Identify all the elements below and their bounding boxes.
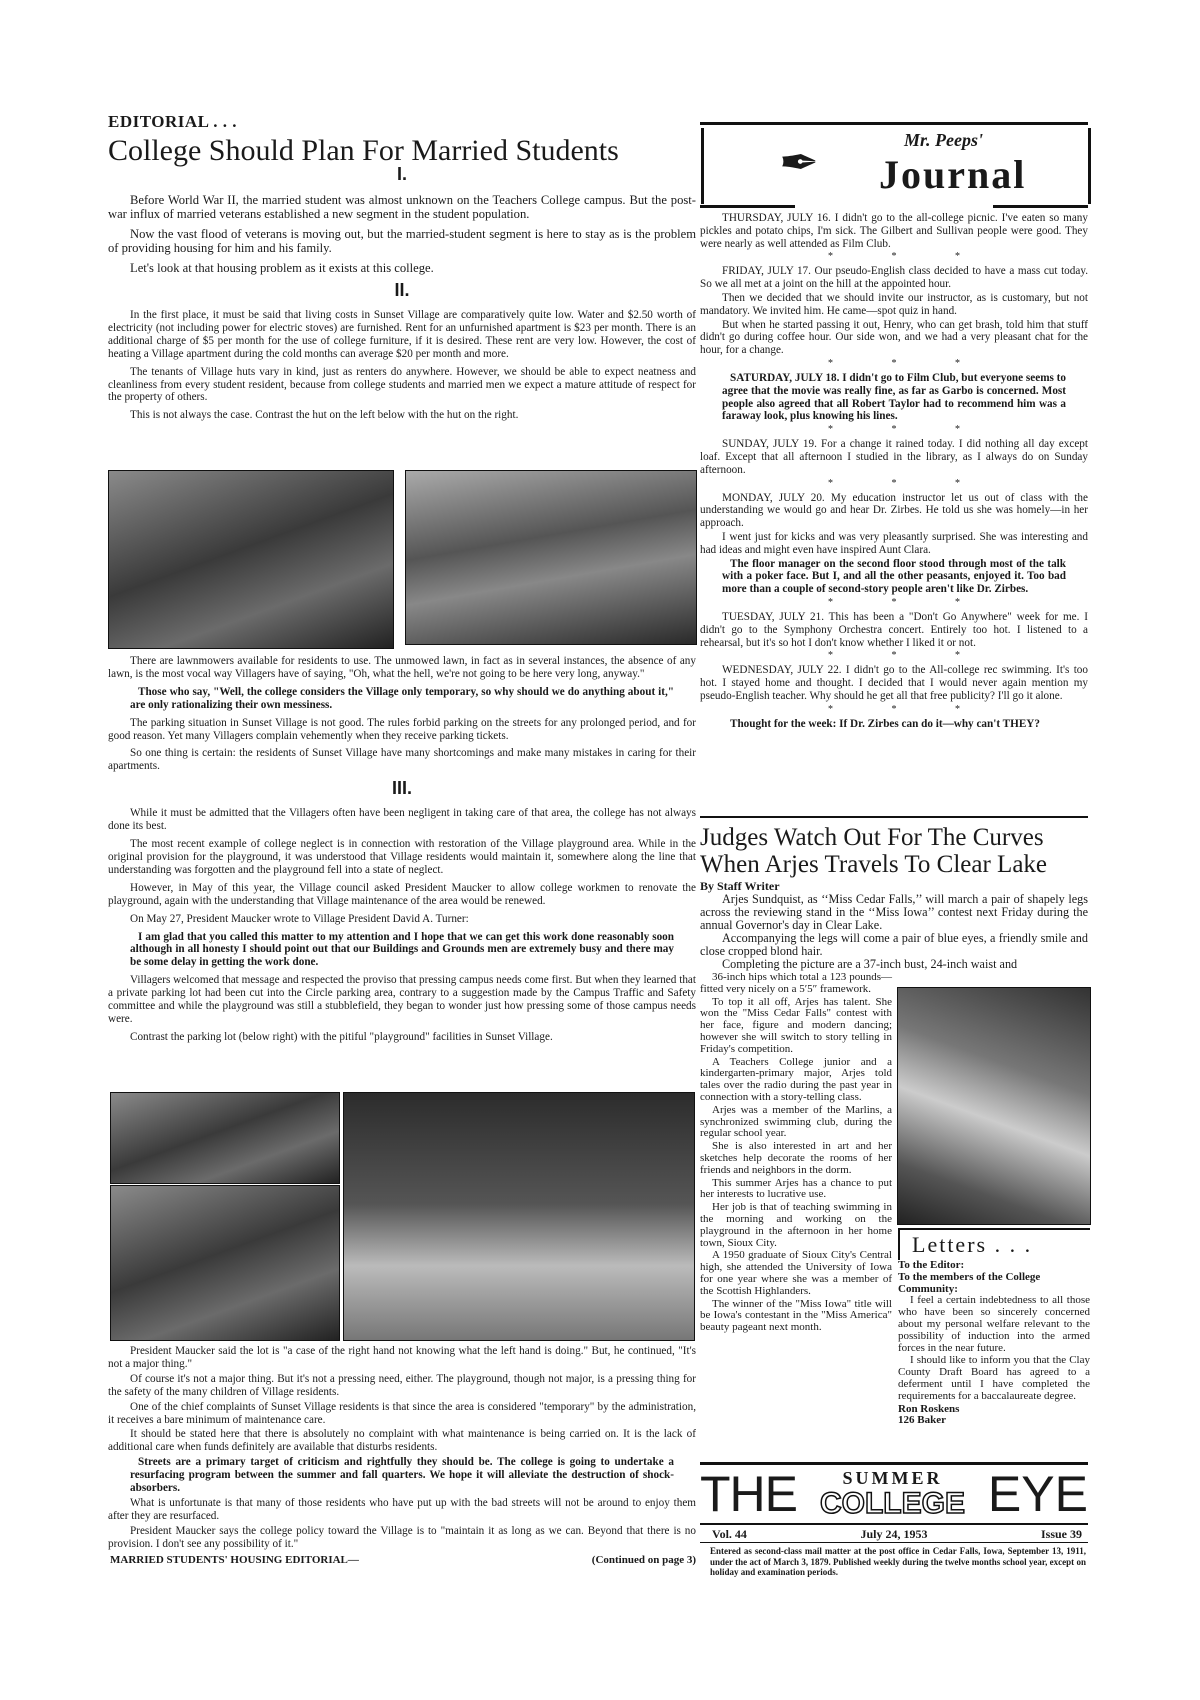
paragraph: President Maucker said the lot is "a case of the right hand not knowing what the left hand is doing." But, he continued, "It's not a major thing."	[108, 1345, 696, 1370]
masthead-summer: SUMMER	[842, 1468, 943, 1488]
photo-playground-slide	[110, 1092, 340, 1184]
paragraph: President Maucker says the college policy toward the Village is to "maintain it as long as we can. Beyond that there is no provision. I don't see any possibility of it."	[108, 1524, 696, 1550]
postal-notice: Entered as second-class mail matter at the post office in Cedar Falls, Iowa, September 13, 1911, under the act of March 3, 1879. Published weekly during the twelve months school year, except on holiday and examination periods.	[710, 1546, 1086, 1577]
photo-arjes-sundquist	[897, 987, 1091, 1225]
photo-quonset-hut	[108, 470, 394, 649]
paragraph: In the first place, it must be said that living costs in Sunset Village are comparatively quite low. Water and $2.50 worth of electricity (not including power for electric stoves) are furnished. Rent for an unfurnished apartment is $23 per month. There is an additional charge of $5 per month for the use of college furniture, if it is desired. These rent are very low. However, the cost of heating a Village apartment during the cold months can average $20 per month and more.	[108, 309, 696, 360]
letters-salutation-community: To the members of the College Community:	[898, 1270, 1041, 1295]
paragraph: Now the vast flood of veterans is moving out, but the married-student segment is here to stay as is the problem of providing housing for him and his family.	[108, 226, 696, 256]
separator-dots: * * *	[828, 703, 988, 715]
photo-village-hut	[405, 470, 697, 645]
paragraph: On May 27, President Maucker wrote to Village President David A. Turner:	[130, 912, 469, 925]
continued-line	[108, 1554, 696, 1566]
paragraph: While it must be admitted that the Villagers often have been negligent in taking care of that area, the college has not always done its best.	[108, 807, 696, 833]
paragraph: Accompanying the legs will come a pair of blue eyes, a friendly smile and close cropped blond hair.	[700, 931, 1088, 958]
separator-dots: * * *	[828, 424, 988, 436]
section-numeral: I.	[396, 164, 407, 184]
photo-parking-lot	[343, 1092, 695, 1341]
paragraph: MONDAY, JULY 20. My education instructor let us out of class with the understanding we would go and hear Dr. Zirbes. He told us she was homely—in her approach.	[700, 491, 1088, 530]
pull-quote: The floor manager on the second floor stood through most of the talk with a poker face. But I, and all the other peasants, enjoyed it. Too bad more than a couple of second-story people aren't like Dr. Zirbes.	[722, 557, 1066, 596]
paragraph: Contrast the parking lot (below right) with the pitiful "playground" facilities in Sunset Village.	[130, 1030, 553, 1043]
paragraph: TUESDAY, JULY 21. This has been a "Don't Go Anywhere" week for me. I didn't go to the Symphony Orchestra concert. Entirely too hot. I listened to a rehearsal, but it's so hot I don't know whether I liked it or not.	[700, 610, 1088, 649]
paragraph: SUNDAY, JULY 19. For a change it rained today. I did nothing all day except loaf. Except that all afternoon I studied in the library, as I always do on Sunday afternoon.	[700, 438, 1088, 476]
paragraph: She is also interested in art and her sketches help decorate the rooms of her friends and neighbors in the dorm.	[700, 1140, 892, 1176]
paragraph: Arjes was a member of the Marlins, a synchronized swimming club, during the regular school year.	[700, 1103, 892, 1140]
masthead-eye: EYE	[987, 1466, 1088, 1522]
pull-quote: Those who say, "Well, the college considers the Village only temporary, so why should we do anything about it," are only rationalizing their own messiness.	[130, 685, 674, 711]
quill-scroll-icon: ✒	[779, 137, 820, 190]
paragraph: I should like to inform you that the Clay County Draft Board has agreed to a deferment until I have completed the requirements for a baccalaureate degree.	[898, 1354, 1090, 1402]
masthead-the: THE	[700, 1466, 797, 1522]
paragraph: I feel a certain indebtedness to all those who have been so sincerely concerned about my personal welfare relevant to the possibility of induction into the armed forces in the near future.	[898, 1294, 1090, 1354]
journal-title-large: Journal	[879, 152, 1027, 197]
paragraph: But when he started passing it out, Henry, who can get brash, told him that stuff didn't go during coffee hour. Our side won, and we had a very pleasant chat for the hour, for a change.	[700, 318, 1088, 357]
paragraph: Arjes Sundquist, as ‘‘Miss Cedar Falls,’’ will march a pair of shapely legs across the reviewing stand in the ‘‘Miss Iowa’’ contest next Friday during the annual Governor's day in Clear Lake.	[700, 892, 1088, 932]
separator-dots: * * *	[828, 650, 988, 662]
letters-section	[898, 1228, 1090, 1427]
volume: Vol. 44	[712, 1527, 747, 1541]
editorial-kicker: EDITORIAL . . .	[108, 112, 238, 131]
separator-dots: * * *	[828, 477, 988, 489]
paragraph: Before World War II, the married student was almost unknown on the Teachers College campus. But the post-war influx of married veterans established a new segment in the student population.	[108, 193, 696, 222]
journal-entries	[700, 212, 1088, 732]
paragraph: Her job is that of teaching swimming in the morning and working on the playground in the afternoon in her home town, Sioux City.	[700, 1201, 892, 1249]
paragraph: There are lawnmowers available for residents to use. The unmowed lawn, in fact as in several instances, the absence of any lawn, is the most vocal way Villagers have of saying, "Oh, what the hell, we're not going to be here very long, anyway."	[108, 655, 696, 680]
paragraph: The tenants of Village huts vary in kind, just as renters do anywhere. However, we should be able to expect neatness and cleanliness from every student resident, because from college students and married men we expect a mature attitude of respect for the property of others.	[108, 365, 696, 404]
arjes-headline-line-2: When Arjes Travels To Clear Lake	[700, 851, 1048, 878]
pull-quote: Thought for the week: If Dr. Zirbes can do it—why can't THEY?	[730, 717, 1040, 730]
editorial-section-1-2	[108, 160, 696, 427]
paragraph: WEDNESDAY, JULY 22. I didn't go to the All-college rec swimming. It's too hot. I stayed home and thought. I decided that I would never again mention my pseudo-English teacher. Why should he get all that free publicity? I'll go it alone.	[700, 664, 1088, 702]
paragraph: Then we decided that we should invite our instructor, as is customary, but not mandatory. We invited him. He came—spot quiz in hand.	[700, 291, 1088, 317]
paragraph: Let's look at that housing problem as it exists at this college.	[130, 260, 434, 275]
paragraph: THURSDAY, JULY 16. I didn't go to the all-college picnic. I've eaten so many pickles and potato chips, I'm sick. The Gilbert and Sullivan people were good. They were nearly as well attended as Film Club.	[700, 212, 1088, 250]
pull-quote: SATURDAY, JULY 18. I didn't go to Film Club, but everyone seems to agree that the movie was really fine, as far as Garbo is concerned. Most people also agreed that all Robert Taylor had to recommend him was a faraway look, plus knowing his lines.	[722, 371, 1066, 423]
paragraph: One of the chief complaints of Sunset Village residents is that since the area is considered "temporary" by the administration, it receives a bare minimum of maintenance care.	[108, 1400, 696, 1426]
paragraph: Completing the picture are a 37-inch bust, 24-inch waist and	[722, 957, 1018, 971]
letters-salutation-editor: To the Editor:	[898, 1259, 965, 1271]
journal-masthead-box	[701, 128, 1091, 204]
continued-link[interactable]: (Continued on page 3)	[591, 1553, 696, 1566]
separator-dots: * * *	[828, 596, 988, 608]
editorial-conclusion	[108, 1345, 696, 1551]
issue-number: Issue 39	[1040, 1527, 1082, 1541]
paragraph: 36-inch hips which total a 123 pounds—fitted very nicely on a 5′5″ framework.	[700, 971, 892, 995]
section-numeral: II.	[394, 280, 410, 301]
masthead-college-outline: COLLEGE	[819, 1487, 965, 1520]
pull-quote: Streets are a primary target of criticism and rightfully they should be. The college is going to undertake a resurfacing program between the summer and fall quarters. We hope it will alleviate the destruction of shock-absorbers.	[130, 1456, 674, 1495]
letters-title: Letters . . .	[898, 1228, 1090, 1260]
byline: By Staff Writer	[700, 879, 780, 893]
section-numeral: III.	[391, 778, 412, 799]
letters-signature-name: Ron Roskens	[898, 1402, 960, 1415]
paragraph: Villagers welcomed that message and respected the proviso that pressing campus needs come first. But when they learned that a private parking lot had been cut into the Circle parking area, contrary to a suggestion made by the Campus Traffic and Safety committee and while the playground was still a stubblefield, they began to wonder just how pressing some of those campus needs were.	[108, 974, 696, 1025]
paragraph: A 1950 graduate of Sioux City's Central high, she attended the University of Iowa for one year where she was a member of the Scottish Highlanders.	[700, 1249, 892, 1297]
editorial-section-3	[108, 655, 696, 1049]
paragraph: However, in May of this year, the Village council asked President Maucker to allow college workmen to renovate the playground, again with the understanding that Village maintenance of the area would be renewed.	[108, 881, 696, 907]
separator-dots: * * *	[828, 357, 988, 369]
letters-signature-address: 126 Baker	[898, 1414, 946, 1427]
paragraph: What is unfortunate is that many of those residents who have put up with the bad streets will not be around to enjoy them after they are resurfaced.	[108, 1496, 696, 1522]
continued-label: MARRIED STUDENTS' HOUSING EDITORIAL—	[110, 1553, 359, 1566]
paragraph: The winner of the "Miss Iowa" title will be Iowa's contestant in the "Miss America" beauty pageant next month.	[700, 1297, 892, 1334]
paragraph: So one thing is certain: the residents of Sunset Village have many shortcomings and make many mistakes in caring for their apartments.	[108, 747, 696, 773]
paragraph: To top it all off, Arjes has talent. She won the "Miss Cedar Falls" contest with her face, figure and modern dancing; however she will switch to story telling in Friday's competition.	[700, 995, 892, 1055]
issue-date: July 24, 1953	[860, 1527, 928, 1541]
masthead-middle	[820, 1468, 965, 1520]
paragraph: I went just for kicks and was very pleasantly surprised. She was interesting and had ideas and might even have inspired Aunt Clara.	[700, 530, 1088, 556]
newspaper-masthead	[700, 1466, 1088, 1522]
editorial-headline: College Should Plan For Married Students	[108, 134, 619, 167]
journal-title-small: Mr. Peeps'	[904, 130, 983, 150]
arjes-column	[700, 972, 892, 1334]
paragraph: It should be stated here that there is absolutely no complaint with what maintenance is being carried on. It is the lack of additional care when funds definitely are available that disturbs residents.	[108, 1428, 696, 1454]
pull-quote: I am glad that you called this matter to my attention and I hope that we can get this work done reasonably soon although in all honesty I should point out that our Buildings and Grounds men are extremely busy and there may be some delay in getting the work done.	[130, 930, 674, 969]
photo-playground-swings	[110, 1185, 340, 1341]
arjes-article-header	[700, 824, 1090, 894]
arjes-lead	[700, 893, 1088, 971]
paragraph: FRIDAY, JULY 17. Our pseudo-English class decided to have a mass cut today. So we all met at a joint on the hill at the appointed hour.	[700, 265, 1088, 291]
separator-dots: * * *	[828, 251, 988, 263]
paragraph: This summer Arjes has a chance to put her interests to lucrative use.	[700, 1176, 892, 1201]
paragraph: A Teachers College junior and a kindergarten-primary major, Arjes told tales over the radio during the past year in connection with a story-telling class.	[700, 1055, 892, 1103]
paragraph: The most recent example of college neglect is in connection with restoration of the Village playground area. While in the original provision for the playground, it was understood that Village residents would maintain it, somewhere along the line that understanding was forgotten and the playground fell into a state of neglect.	[108, 838, 696, 876]
arjes-headline-line-1: Judges Watch Out For The Curves	[700, 824, 1044, 851]
editorial-conclusion-wrapper	[108, 1345, 696, 1566]
letters-body	[898, 1295, 1090, 1402]
paragraph: The parking situation in Sunset Village is not good. The rules forbid parking on the streets for any prolonged period, and for good reason. Yet many Villagers complain vehemently when they receive parking tickets.	[108, 716, 696, 742]
masthead-info-line	[712, 1527, 1082, 1542]
paragraph: This is not always the case. Contrast the hut on the left below with the hut on the right.	[130, 409, 519, 422]
paragraph: Of course it's not a major thing. But it's not a pressing need, either. The playground, though not major, is a pressing thing for the safety of the many children of Village residents.	[108, 1372, 696, 1398]
